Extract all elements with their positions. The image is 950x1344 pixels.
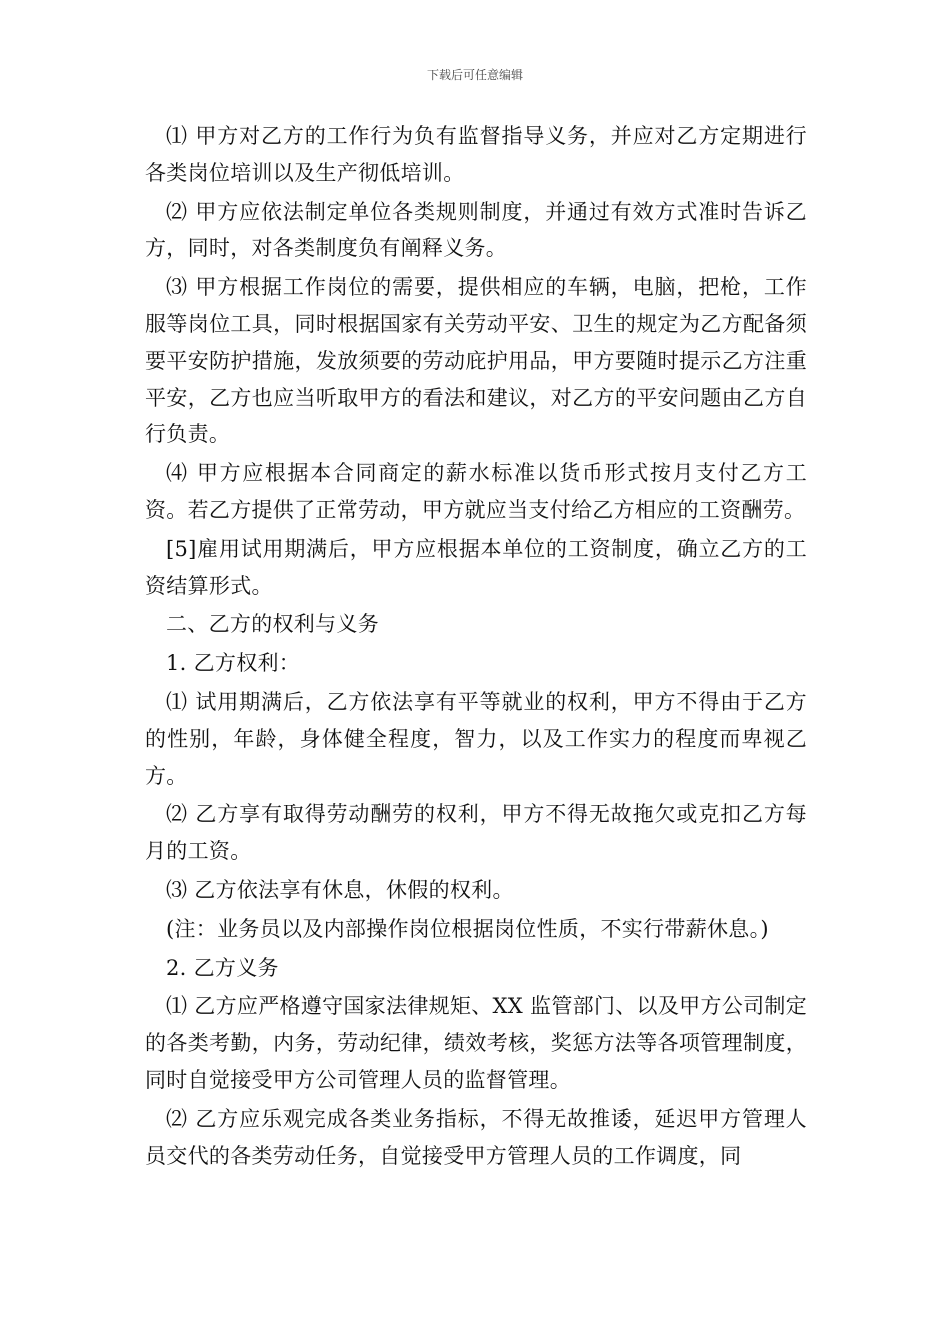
paragraph: ⑵ 乙方享有取得劳动酬劳的权利，甲方不得无故拖欠或克扣乙方每月的工资。: [145, 802, 807, 864]
paragraph: ⑴ 乙方应严格遵守国家法律规矩、XX 监管部门、以及甲方公司制定的各类考勤，内务，劳动纪律，绩效考核，奖惩方法等各项管理制度，同时自觉接受甲方公司管理人员的监督管理。: [145, 994, 807, 1092]
paragraph: ⑵ 甲方应依法制定单位各类规则制度，并通过有效方式准时告诉乙方，同时，对各类制度负有阐释义务。: [145, 199, 807, 261]
paragraph: ⑶ 甲方根据工作岗位的需要，提供相应的车辆，电脑，把枪，工作服等岗位工具，同时根据国家有关劳动平安、卫生的规定为乙方配备须要平安防护措施，发放须要的劳动庇护用品，甲方要随时提示乙方注重平安，乙方也应当听取甲方的看法和建议，对乙方的平安问题由乙方自行负责。: [145, 275, 807, 447]
paragraph: ⑵ 乙方应乐观完成各类业务指标，不得无故推诿，延迟甲方管理人员交代的各类劳动任务，自觉接受甲方管理人员的工作调度，同: [145, 1106, 807, 1168]
paragraph: [5]雇用试用期满后，甲方应根据本单位的工资制度，确立乙方的工资结算形式。: [145, 536, 807, 598]
page-header: 下载后可任意编辑: [426, 68, 523, 82]
paragraph: ⑶ 乙方依法享有休息，休假的权利。: [166, 877, 514, 902]
note: (注：业务员以及内部操作岗位根据岗位性质，不实行带薪休息。): [166, 916, 769, 941]
subsection-heading: 2. 乙方义务: [166, 955, 279, 980]
document-body: [145, 118, 807, 1176]
paragraph: ⑷ 甲方应根据本合同商定的薪水标准以货币形式按月支付乙方工资。若乙方提供了正常劳动，甲方就应当支付给乙方相应的工资酬劳。: [145, 461, 807, 522]
section-heading: 二、乙方的权利与义务: [166, 612, 379, 637]
paragraph: ⑴ 甲方对乙方的工作行为负有监督指导义务，并应对乙方定期进行各类岗位培训以及生产彻低培训。: [145, 124, 807, 185]
paragraph: ⑴ 试用期满后，乙方依法享有平等就业的权利，甲方不得由于乙方的性别，年龄，身体健全程度，智力，以及工作实力的程度而卑视乙方。: [145, 689, 807, 788]
subsection-heading: 1. 乙方权利：: [166, 651, 301, 676]
